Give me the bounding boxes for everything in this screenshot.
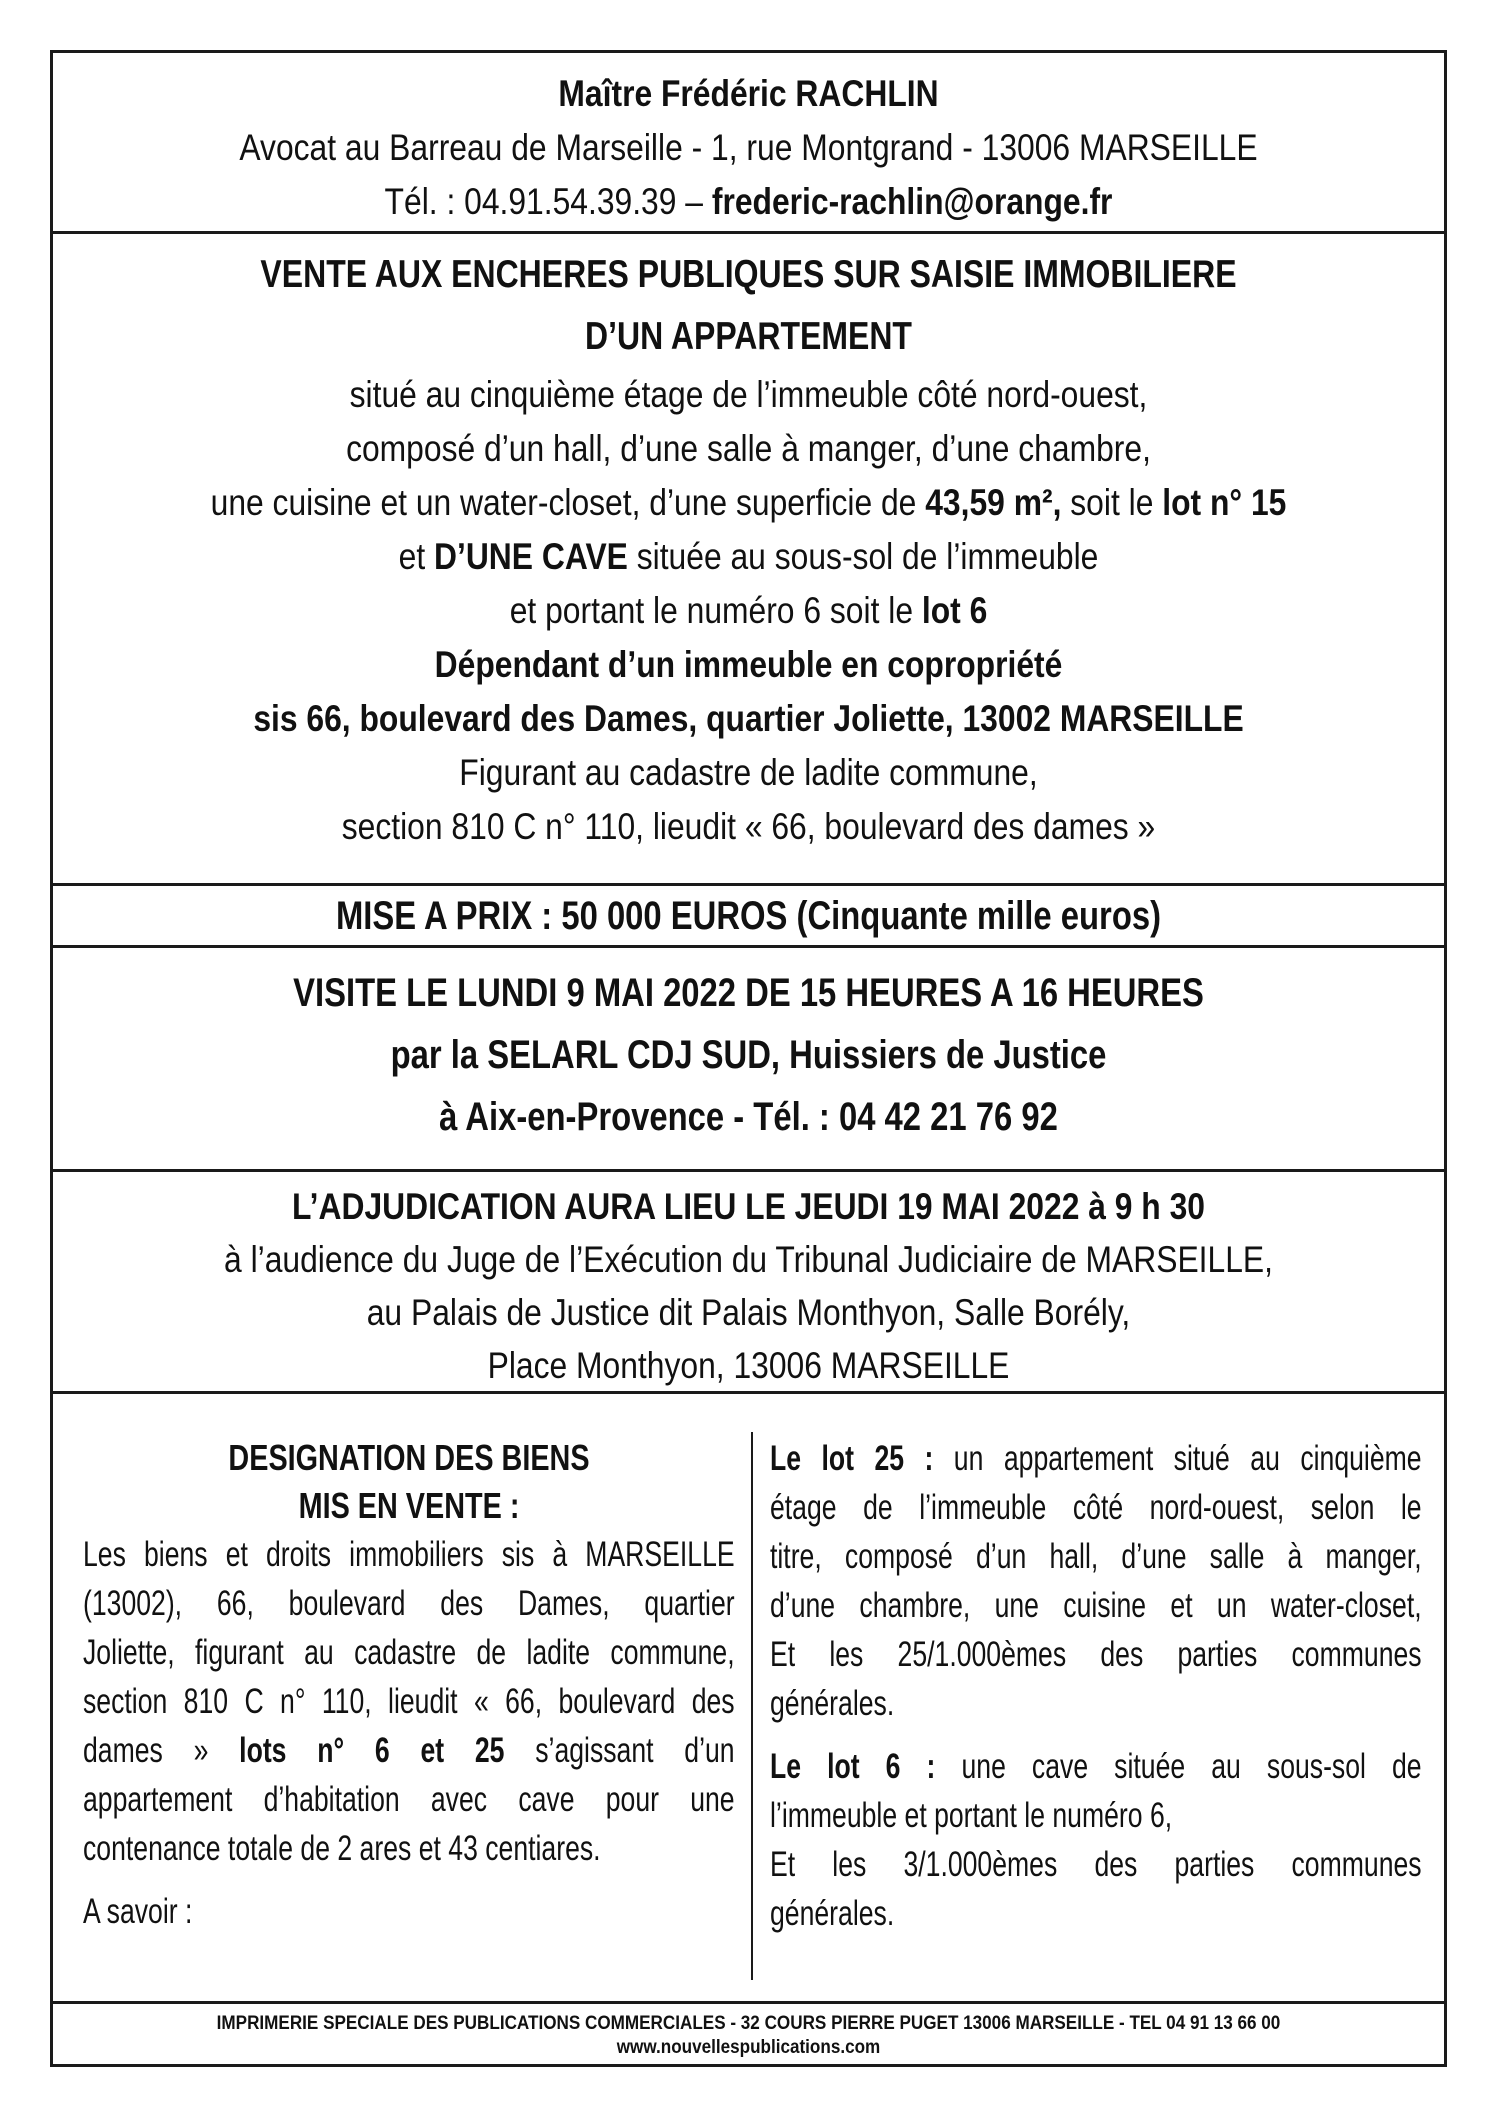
lot25-line-1-text: un appartement situé au cinquième (933, 1439, 1422, 1478)
sale-line-3a: une cuisine et un water-closet, d’une superficie de (210, 482, 926, 523)
starting-price-text: MISE A PRIX : 50 000 EUROS (Cinquante mille euros) (335, 894, 1162, 938)
sale-description (53, 234, 1444, 886)
property-address: sis 66, boulevard des Dames, quartier Joliette, 13002 MARSEILLE (253, 698, 1244, 739)
visit-bailiff: par la SELARL CDJ SUD, Huissiers de Justice (390, 1033, 1107, 1077)
lot25-line-3: titre, composé d’un hall, d’une salle à manger, (770, 1537, 1422, 1576)
visit-date: VISITE LE LUNDI 9 MAI 2022 DE 15 HEURES A 16 HEURES (293, 971, 1204, 1015)
lot6-line-1-text: une cave située au sous-sol de (935, 1747, 1422, 1786)
lots-column (770, 1394, 1422, 2001)
sale-line-3c: soit le (1061, 482, 1163, 523)
lawyer-email: frederic-rachlin@orange.fr (711, 181, 1113, 222)
legal-notice-frame (50, 50, 1447, 2067)
visit-info (53, 948, 1444, 1172)
adjudication-line-1: à l’audience du Juge de l’Exécution du Tribunal Judiciaire de MARSEILLE, (224, 1239, 1273, 1280)
lawyer-name: Maître Frédéric RACHLIN (558, 73, 939, 114)
lawyer-address: Avocat au Barreau de Marseille - 1, rue Montgrand - 13006 MARSEILLE (239, 127, 1258, 168)
lot25-line-6: générales. (770, 1684, 895, 1723)
designation-title-1: DESIGNATION DES BIENS (228, 1437, 590, 1478)
starting-price (53, 886, 1444, 948)
designation-column (83, 1394, 735, 2001)
sale-line-6: Dépendant d’un immeuble en copropriété (434, 644, 1063, 685)
sale-line-1: situé au cinquième étage de l’immeuble côté nord-ouest, (349, 374, 1148, 415)
sale-line-8: Figurant au cadastre de ladite commune, (459, 752, 1038, 793)
lot-number-15: lot n° 15 (1162, 482, 1287, 523)
surface-area: 43,59 m², (925, 482, 1062, 523)
visit-contact: à Aix-en-Provence - Tél. : 04 42 21 76 92 (439, 1095, 1058, 1139)
lot25-line-5: Et les 25/1.000èmes des parties communes (770, 1635, 1422, 1674)
lot25-line-4: d’une chambre, une cuisine et un water-closet, (770, 1586, 1422, 1625)
sale-line-3 (150, 476, 1346, 530)
cellar-label: D’UNE CAVE (434, 536, 628, 577)
cadastre-reference: section 810 C n° 110, lieudit « 66, boulevard des dames » (341, 806, 1156, 847)
sale-line-4c: située au sous-sol de l’immeuble (627, 536, 1099, 577)
lawyer-header (53, 53, 1444, 234)
lot25-line-1 (770, 1434, 1422, 1483)
designation-title-2: MIS EN VENTE : (298, 1485, 520, 1526)
sale-line-4 (150, 530, 1346, 584)
designation-line-6: appartement d’habitation avec cave pour une (83, 1780, 735, 1819)
designation-line-2: (13002), 66, boulevard des Dames, quartier (83, 1584, 735, 1623)
sale-title: VENTE AUX ENCHERES PUBLIQUES SUR SAISIE IMMOBILIERE (260, 253, 1237, 296)
printer-info: IMPRIMERIE SPECIALE DES PUBLICATIONS COMMERCIALES - 32 COURS PIERRE PUGET 13006 MARSEILLE - TEL 04 91 13 66 00 (216, 2013, 1281, 2034)
lot6-line-3: Et les 3/1.000èmes des parties communes (770, 1845, 1422, 1884)
lot25-line-2: étage de l’immeuble côté nord-ouest, selon le (770, 1488, 1422, 1527)
sale-line-5 (150, 584, 1346, 638)
sale-line-5a: et portant le numéro 6 soit le (509, 590, 922, 631)
designation-line-8: A savoir : (83, 1892, 193, 1931)
sale-line-4a: et (398, 536, 435, 577)
property-designation (53, 1394, 1444, 2004)
adjudication-title: L’ADJUDICATION AURA LIEU LE JEUDI 19 MAI 2022 à 9 h 30 (292, 1186, 1205, 1227)
designation-line-4: section 810 C n° 110, lieudit « 66, boulevard des (83, 1682, 735, 1721)
adjudication-line-3: Place Monthyon, 13006 MARSEILLE (487, 1345, 1010, 1386)
lot6-label: Le lot 6 : (770, 1747, 936, 1786)
lots-reference: lots n° 6 et 25 (239, 1731, 505, 1770)
designation-line-1: Les biens et droits immobiliers sis à MARSEILLE (83, 1535, 735, 1574)
designation-line-5 (83, 1726, 735, 1775)
designation-line-5a: dames » (83, 1731, 240, 1770)
adjudication-line-2: au Palais de Justice dit Palais Monthyon, Salle Borély, (366, 1292, 1131, 1333)
lot-number-6: lot 6 (921, 590, 988, 631)
designation-line-7: contenance totale de 2 ares et 43 centiares. (83, 1829, 601, 1868)
lot25-label: Le lot 25 : (770, 1439, 934, 1478)
lawyer-phone: Tél. : 04.91.54.39.39 – (384, 181, 712, 222)
lawyer-contact (150, 175, 1346, 229)
designation-line-5c: s’agissant d’un (504, 1731, 735, 1770)
lot6-line-2: l’immeuble et portant le numéro 6, (770, 1796, 1173, 1835)
adjudication-info (53, 1172, 1444, 1394)
designation-line-3: Joliette, figurant au cadastre de ladite commune, (83, 1633, 735, 1672)
sale-line-2: composé d’un hall, d’une salle à manger, d’une chambre, (346, 428, 1151, 469)
lot6-line-1 (770, 1742, 1422, 1791)
printer-footer (53, 2004, 1444, 2064)
lot6-line-4: générales. (770, 1894, 895, 1933)
sale-subtitle: D’UN APPARTEMENT (585, 315, 912, 358)
column-divider (751, 1432, 753, 1980)
printer-website[interactable]: www.nouvellespublications.com (616, 2037, 881, 2058)
